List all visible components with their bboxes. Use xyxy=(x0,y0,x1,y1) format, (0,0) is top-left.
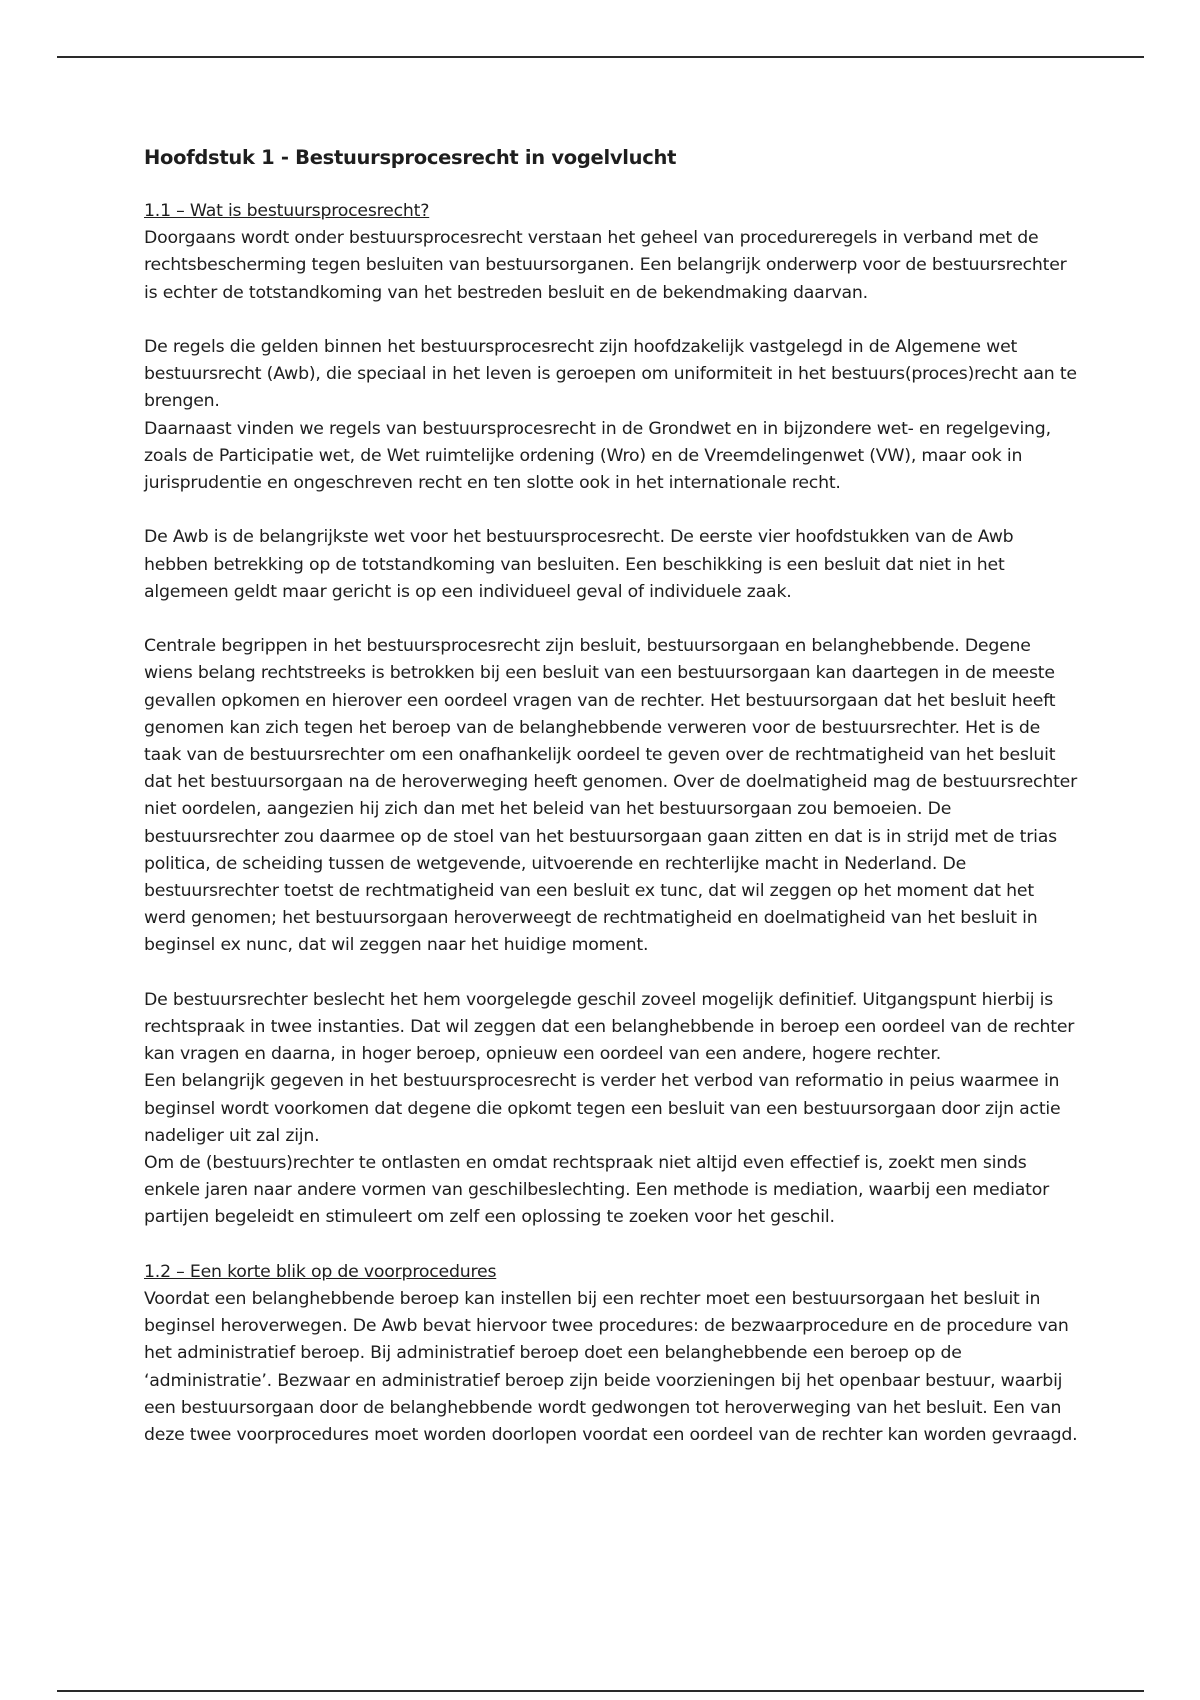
paragraph: De Awb is de belangrijkste wet voor het bestuursprocesrecht. De eerste vier hoofdstukken van de Awb hebben betrekking op de totstandkoming van besluiten. Een beschikking is een besluit dat niet in het algemeen geldt maar gericht is op een individueel geval of individuele zaak. xyxy=(144,527,1014,602)
document-body xyxy=(144,144,1079,1449)
section-heading: 1.2 – Een korte blik op de voorprocedures xyxy=(144,1261,497,1282)
paragraph-gap xyxy=(144,960,1079,987)
footer-rule xyxy=(57,1690,1144,1692)
section-heading: 1.1 – Wat is bestuursprocesrecht? xyxy=(144,201,430,221)
paragraph: De bestuursrechter beslecht het hem voorgelegde geschil zoveel mogelijk definitief. Uitgangspunt hierbij is rechtspraak in twee instanties. Dat wil zeggen dat een belanghebbende in beroep een oordeel van de rechter kan vragen en daarna, in hoger beroep, opnieuw een oordeel van een andere, hogere rechter. xyxy=(144,989,1075,1065)
header-rule xyxy=(57,56,1144,58)
paragraph: Voordat een belanghebbende beroep kan instellen bij een rechter moet een bestuursorgaan het besluit in beginsel heroverwegen. De Awb bevat hiervoor twee procedures: de bezwaarprocedure en de procedure van het administratief beroep. Bij administratief beroep doet een belanghebbende een beroep op de ‘administratie’. Bezwaar en administratief beroep zijn beide voorzieningen bij het openbaar bestuur, waarbij een bestuursorgaan door de belanghebbende wordt gedwongen tot heroverweging van het besluit. Een van deze twee voorprocedures moet worden doorlopen voordat een oordeel van de rechter kan worden gevraagd. xyxy=(144,1289,1078,1446)
paragraph: Doorgaans wordt onder bestuursprocesrecht verstaan het geheel van procedureregels in verband met de rechtsbescherming tegen besluiten van bestuursorganen. Een belangrijk onderwerp voor de bestuursrechter is echter de totstandkoming van het bestreden besluit en de bekendmaking daarvan. xyxy=(144,228,1067,303)
paragraph: Daarnaast vinden we regels van bestuursprocesrecht in de Grondwet en in bijzondere wet- en regelgeving, zoals de Participatie wet, de Wet ruimtelijke ordening (Wro) en de Vreemdelingenwet (VW), maar ook in jurisprudentie en ongeschreven recht en ten slotte ook in het internationale recht. xyxy=(144,418,1051,494)
chapter-title: Hoofdstuk 1 - Bestuursprocesrecht in vogelvlucht xyxy=(144,146,677,169)
paragraph-gap xyxy=(144,606,1079,633)
paragraph: Centrale begrippen in het bestuursprocesrecht zijn besluit, bestuursorgaan en belanghebbende. Degene wiens belang rechtstreeks is betrokken bij een besluit van een bestuursorgaan kan daartegen in de meeste gevallen opkomen en hierover een oordeel vragen van de rechter. Het bestuursorgaan dat het besluit heeft genomen kan zich tegen het beroep van de belanghebbende verweren voor de bestuursrechter. Het is de taak van de bestuursrechter om een onafhankelijk oordeel te geven over de rechtmatigheid van het besluit dat het bestuursorgaan na de heroverweging heeft genomen. Over de doelmatigheid mag de bestuursrechter niet oordelen, aangezien hij zich dan met het beleid van het bestuursorgaan zou bemoeien. De bestuursrechter zou daarmee op de stoel van het bestuursorgaan gaan zitten en dat is in strijd met de trias politica, de scheiding tussen de wetgevende, uitvoerende en rechterlijke macht in Nederland. De bestuursrechter toetst de rechtmatigheid van een besluit ex tunc, dat wil zeggen op het moment dat het werd genomen; het bestuursorgaan heroverweegt de rechtmatigheid en doelmatigheid van het besluit in beginsel ex nunc, dat wil zeggen naar het huidige moment. xyxy=(144,636,1078,956)
paragraph: Om de (bestuurs)rechter te ontlasten en omdat rechtspraak niet altijd even effectief is, zoekt men sinds enkele jaren naar andere vormen van geschilbeslechting. Een methode is mediation, waarbij een mediator partijen begeleidt en stimuleert om zelf een oplossing te zoeken voor het geschil. xyxy=(144,1153,1050,1228)
paragraph-gap xyxy=(144,497,1079,524)
paragraph-gap xyxy=(144,1232,1079,1259)
paragraph-gap xyxy=(144,307,1079,334)
paragraph: Een belangrijk gegeven in het bestuursprocesrecht is verder het verbod van reformatio in peius waarmee in beginsel wordt voorkomen dat degene die opkomt tegen een besluit van een bestuursorgaan door zijn actie nadeliger uit zal zijn. xyxy=(144,1071,1061,1146)
paragraph: De regels die gelden binnen het bestuursprocesrecht zijn hoofdzakelijk vastgelegd in de Algemene wet bestuursrecht (Awb), die speciaal in het leven is geroepen om uniformiteit in het bestuurs(proces)recht aan te brengen. xyxy=(144,337,1077,412)
